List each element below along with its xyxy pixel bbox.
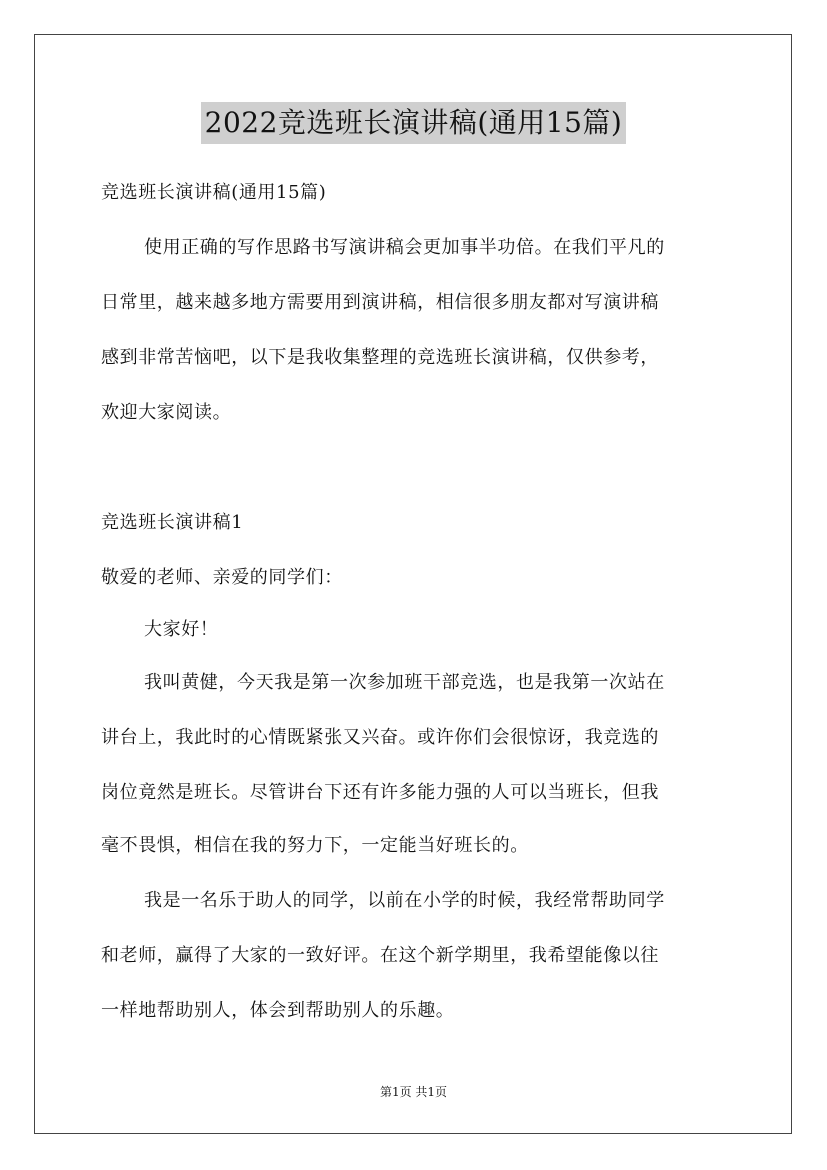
page-footer: 第1页 共1页 — [379, 1085, 448, 1099]
intro-line: 欢迎大家阅读。 — [101, 402, 232, 423]
intro-line: 感到非常苦恼吧，以下是我收集整理的竞选班长演讲稿，仅供参考， — [101, 347, 659, 368]
paragraph-line: 讲台上，我此时的心情既紧张又兴奋。或许你们会很惊讶，我竞选的 — [101, 727, 659, 748]
paragraph-line: 和老师，赢得了大家的一致好评。在这个新学期里，我希望能像以往 — [101, 945, 659, 966]
intro-line: 使用正确的写作思路书写演讲稿会更加事半功倍。在我们平凡的 — [144, 237, 665, 258]
paragraph-line: 岗位竟然是班长。尽管讲台下还有许多能力强的人可以当班长，但我 — [101, 782, 659, 803]
section-heading: 竞选班长演讲稿1 — [101, 512, 244, 533]
paragraph-line: 一样地帮助别人，体会到帮助别人的乐趣。 — [101, 1000, 455, 1021]
salutation: 敬爱的老师、亲爱的同学们： — [101, 567, 343, 588]
document-title: 2022竞选班长演讲稿(通用15篇) — [201, 102, 627, 144]
intro-line: 日常里，越来越多地方需要用到演讲稿，相信很多朋友都对写演讲稿 — [101, 292, 659, 313]
greeting: 大家好！ — [144, 619, 219, 640]
paragraph-line: 我是一名乐于助人的同学，以前在小学的时候，我经常帮助同学 — [144, 890, 665, 911]
title-container — [0, 102, 827, 144]
paragraph-line: 毫不畏惧，相信在我的努力下，一定能当好班长的。 — [101, 835, 529, 856]
paragraph-line: 我叫黄健，今天我是第一次参加班干部竞选，也是我第一次站在 — [144, 672, 665, 693]
subtitle: 竞选班长演讲稿(通用15篇) — [101, 182, 327, 203]
